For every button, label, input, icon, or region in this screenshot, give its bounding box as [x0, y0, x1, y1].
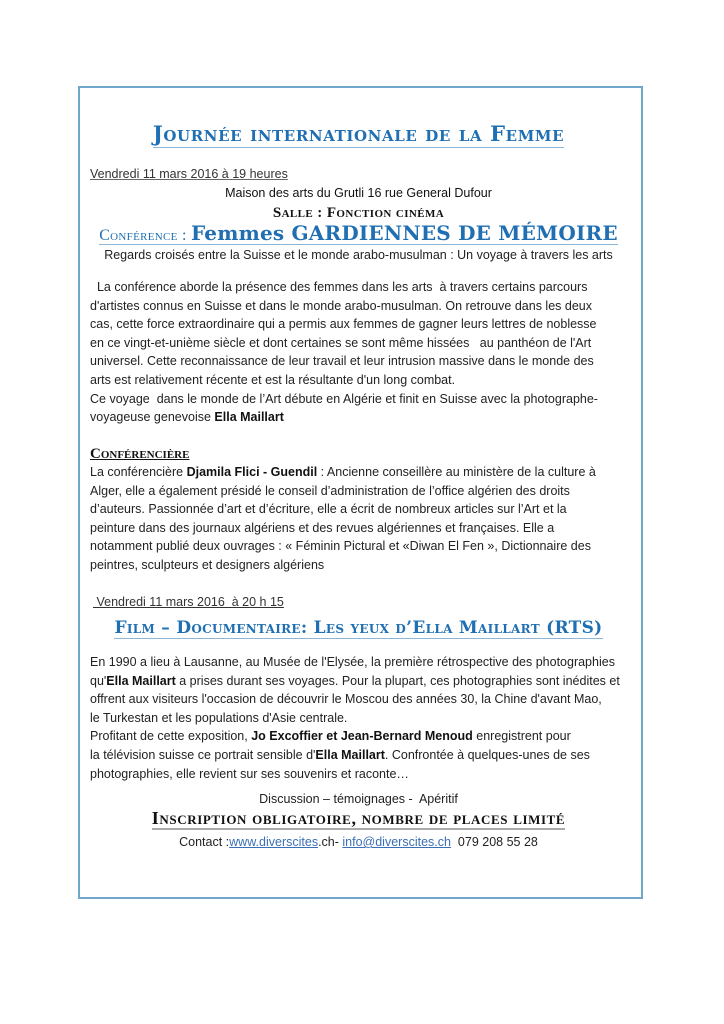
discussion-line: Discussion – témoignages - Apéritif — [259, 792, 458, 806]
film-line — [90, 672, 627, 691]
description-text: voyageuse genevoise — [90, 410, 215, 425]
film-text: . Confrontée à quelques-unes de ses — [384, 747, 590, 762]
event1-room: Salle : Fonction cinéma — [272, 205, 445, 221]
website-link[interactable]: www.diverscites — [229, 835, 319, 849]
event1-venue: Maison des arts du Grutli 16 rue General Dufour — [225, 186, 492, 200]
description-line: arts est relativement récente et est la résultante d'un long combat. — [90, 372, 456, 387]
film-title — [90, 618, 627, 638]
film-title-text: Film – Documentaire: Les yeux d’Ella Maillart (RTS) — [114, 618, 603, 638]
bio-line: Alger, elle a également présidé le conseil d’administration de l’office algérien des droits — [90, 483, 570, 498]
bio-text: La conférencière — [90, 465, 187, 479]
film-line: photographies, elle revient sur ses souvenirs et raconte… — [90, 766, 409, 781]
page-title — [90, 121, 627, 146]
description-line: universel. Cette reconnaissance de leur travail et leur intrusion massive dans le monde des — [90, 354, 594, 369]
description-line: cas, cette force extraordinaire qui a permis aux femmes de gagner leurs lettres de noblesse — [90, 317, 597, 332]
conference-title — [90, 221, 627, 245]
film-line — [90, 746, 627, 765]
film-line — [90, 727, 627, 746]
film-text: Profitant de cette exposition, — [90, 729, 252, 744]
registration-notice — [90, 808, 627, 829]
conference-description — [90, 278, 627, 427]
description-line: d'artistes connus en Suisse et dans le monde arabo-musulman. On retrouve dans les deux — [90, 298, 592, 313]
description-line: Ce voyage dans le monde de l’Art débute en Algérie et finit en Suisse avec la photographe- — [90, 391, 598, 406]
photographer-name: Ella Maillart — [214, 410, 284, 425]
bio-line: peintres, sculpteurs et designers algériens — [90, 557, 325, 572]
bio-line — [90, 463, 627, 482]
speaker-bio — [90, 463, 627, 575]
contact-label: Contact : — [179, 835, 230, 849]
bio-line: peinture dans des journaux algériens et des revues algériennes et françaises. Elle a — [90, 520, 555, 535]
film-description — [90, 653, 627, 783]
event1-date: Vendredi 11 mars 2016 à 19 heures — [90, 167, 288, 181]
event2-date: Vendredi 11 mars 2016 à 20 h 15 — [93, 595, 284, 609]
description-line: en ce vingt-et-unième siècle et dont certaines se sont même hissées au panthéon de l'Art — [90, 335, 592, 350]
email-link[interactable]: info@diverscites.ch — [342, 835, 451, 849]
registration-notice-text: Inscription obligatoire, nombre de places limité — [151, 808, 566, 828]
page-title-text: Journée internationale de la Femme — [152, 121, 565, 146]
conference-title-wrap — [99, 221, 618, 245]
description-line — [90, 408, 627, 427]
film-line: En 1990 a lieu à Lausanne, au Musée de l'Elysée, la première rétrospective des photographies — [90, 655, 615, 669]
film-text: a prises durant ses voyages. Pour la plupart, ces photographies sont inédites et — [175, 673, 620, 688]
photographer-name: Ella Maillart — [106, 673, 176, 688]
speaker-name: Djamila Flici - Guendil — [186, 465, 318, 479]
contact-line — [90, 835, 627, 849]
film-text: la télévision suisse ce portrait sensible d' — [90, 747, 316, 762]
director-names: Jo Excoffier et Jean-Bernard Menoud — [251, 729, 473, 744]
conference-subtitle: Regards croisés entre la Suisse et le monde arabo-musulman : Un voyage à travers les arts — [104, 248, 613, 262]
speaker-heading: Conférencière — [90, 446, 190, 462]
film-line: le Turkestan et les populations d'Asie centrale. — [90, 710, 348, 725]
phone-number: 079 208 55 28 — [450, 835, 538, 849]
description-line: La conférence aborde la présence des femmes dans les arts à travers certains parcours — [90, 280, 588, 294]
bio-line: d’auteurs. Passionnée d’art et d’écriture, elle a écrit de nombreux articles sur l’Art et la — [90, 502, 567, 517]
document-frame — [78, 86, 643, 899]
conference-name: Femmes GARDIENNES DE MÉMOIRE — [191, 221, 618, 245]
photographer-name: Ella Maillart — [315, 747, 385, 762]
conference-label: Conférence : — [99, 227, 191, 244]
website-suffix: .ch- — [318, 835, 343, 849]
bio-text: : Ancienne conseillère au ministère de la culture à — [317, 465, 596, 479]
film-line: offrent aux visiteurs l'occasion de découvrir le Moscou des années 30, la Chine d'avant Mao, — [90, 692, 602, 707]
bio-line: notamment publié deux ouvrages : « Féminin Pictural et «Diwan El Fen », Dictionnaire des — [90, 539, 591, 554]
film-text: enregistrent pour — [472, 729, 571, 744]
film-text: qu' — [90, 673, 107, 688]
